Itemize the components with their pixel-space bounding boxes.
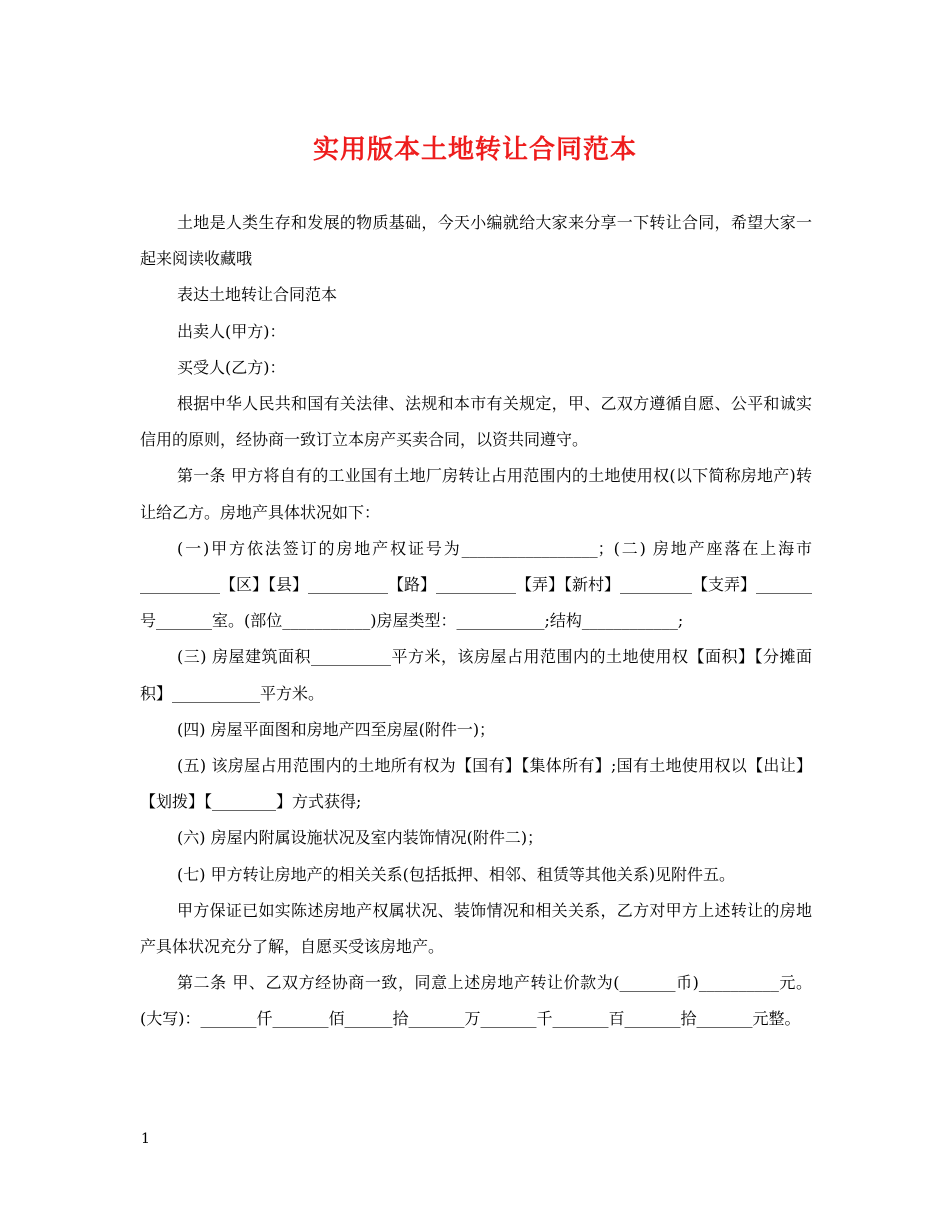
paragraph-buyer: 买受人(乙方)： bbox=[177, 357, 286, 377]
paragraph-item-6: (六) 房屋内附属设施状况及室内装饰情况(附件二)； bbox=[177, 828, 544, 848]
paragraph-item-7: (七) 甲方转让房地产的相关关系(包括抵押、相邻、租赁等其他关系)见附件五。 bbox=[177, 864, 736, 884]
paragraph-item-5: (五) 该房屋占用范围内的土地所有权为【国有】【集体所有】;国有土地使用权以【出让】【划拨】【________】方式获得; bbox=[140, 756, 812, 812]
paragraph-article-2: 第二条 甲、乙双方经协商一致，同意上述房地产转让价款为(_______币)__________元。(大写)：_______仟_______佰______拾_______万_______千_______百_______拾_______元整。 bbox=[140, 973, 812, 1029]
paragraph-guarantee: 甲方保证已如实陈述房地产权属状况、装饰情况和相关关系，乙方对甲方上述转让的房地产具体状况充分了解，自愿买受该房地产。 bbox=[140, 900, 812, 957]
document-title: 实用版本土地转让合同范本 bbox=[312, 135, 637, 165]
paragraph-item-1-2: (一)甲方依法签订的房地产权证号为_________________；(二) 房地产座落在上海市__________【区】【县】__________【路】__________【弄】【新村】_________【支弄】_______号_______室。(部位___________)房屋类型：___________;结构____________; bbox=[140, 538, 813, 631]
paragraph-seller: 出卖人(甲方)： bbox=[177, 321, 286, 341]
paragraph-preamble: 根据中华人民共和国有关法律、法规和本市有关规定，甲、乙双方遵循自愿、公平和诚实信用的原则，经协商一致订立本房产买卖合同，以资共同遵守。 bbox=[140, 394, 812, 450]
paragraph-intro: 土地是人类生存和发展的物质基础，今天小编就给大家来分享一下转让合同，希望大家一起来阅读收藏哦 bbox=[140, 213, 812, 269]
paragraph-item-3: (三) 房屋建筑面积__________平方米，该房屋占用范围内的土地使用权【面积】【分摊面积】___________平方米。 bbox=[140, 647, 812, 703]
paragraph-subtitle: 表达土地转让合同范本 bbox=[177, 285, 338, 305]
paragraph-article-1: 第一条 甲方将自有的工业国有土地厂房转让占用范围内的土地使用权(以下简称房地产)转让给乙方。房地产具体状况如下： bbox=[140, 466, 812, 522]
page-number: 1 bbox=[141, 1131, 150, 1147]
paragraph-item-4: (四) 房屋平面图和房地产四至房屋(附件一)； bbox=[177, 719, 496, 739]
document-body bbox=[140, 205, 812, 1038]
